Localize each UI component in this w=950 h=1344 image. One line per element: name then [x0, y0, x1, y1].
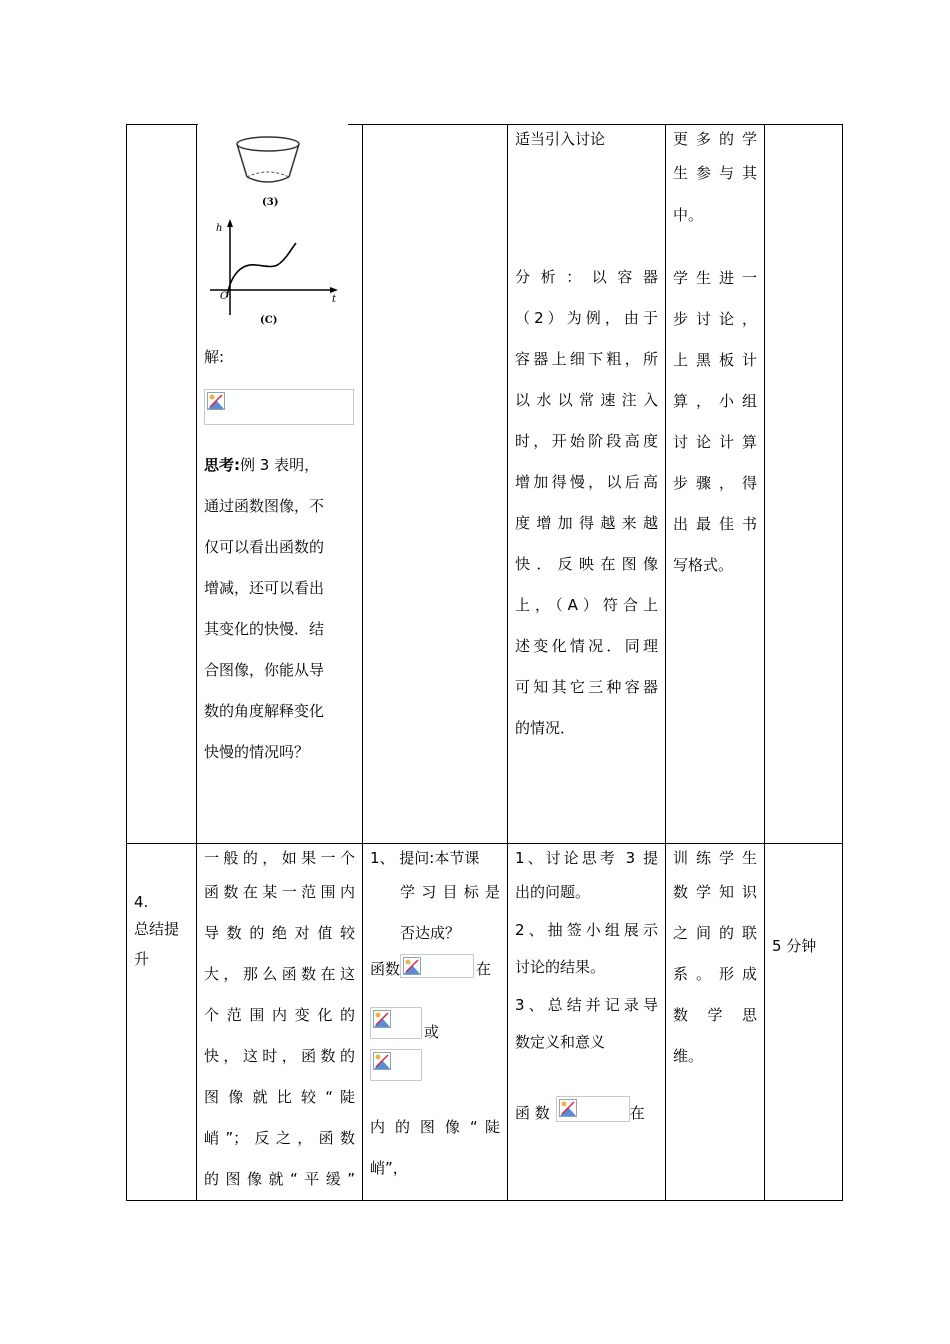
figure-c-label: (C): [260, 315, 278, 326]
think-line: 快慢的情况吗？: [204, 743, 310, 761]
analysis-line: 容器上细下粗，所: [515, 350, 658, 368]
analysis-line: 述变化情况．同理: [515, 637, 658, 655]
discussion-note: 适当引入讨论: [515, 130, 606, 148]
axis-t-label: t: [332, 294, 337, 305]
intent-line: 更 多 的 学: [673, 130, 757, 148]
teacher-activity-cell: [363, 125, 508, 844]
student-line: 1、讨论思考 3 提: [515, 849, 658, 867]
or-word: 或: [424, 1023, 440, 1041]
analysis-line: 增加得慢，以后高: [515, 473, 658, 491]
axis-h-label: h: [216, 223, 223, 234]
content-cell: [197, 844, 363, 1201]
think-line: 通过函数图像，不: [204, 497, 325, 515]
analysis-line: 时，开始阶段高度: [515, 432, 658, 450]
student-line: 2、抽签小组展示: [515, 921, 658, 939]
question-line: 否达成？: [400, 924, 461, 942]
content-line: 峭”；反之，函数: [204, 1129, 355, 1147]
think-line: 例 3 表明，: [240, 456, 320, 474]
think-line: 其变化的快慢．结: [204, 620, 325, 638]
content-line: 一般的，如果一个: [204, 849, 355, 867]
think-line: 合图像，你能从导: [204, 661, 325, 679]
analysis-line: 分 析 ： 以 容 器: [515, 268, 658, 286]
student-line: 数定义和意义: [515, 1033, 606, 1051]
lesson-plan-table: [126, 124, 843, 1201]
content-line: 图 像 就 比 较 “ 陡: [204, 1088, 355, 1106]
intent-line: 训 练 学 生: [673, 849, 757, 867]
zai-word: 在: [629, 1104, 645, 1122]
content-line: 大，那么函数在这: [204, 965, 355, 983]
zai-word: 在: [476, 960, 492, 978]
broken-image-icon: [400, 954, 474, 978]
content-line: 函数在某一范围内: [204, 883, 355, 901]
content-line: 快，这时，函数的: [204, 1047, 355, 1065]
intent-line: 学 生 进 一: [673, 269, 757, 287]
time-cell: [765, 125, 843, 844]
analysis-line: （2）为例，由于: [515, 309, 658, 327]
student-line: 出的问题。: [515, 883, 591, 901]
analysis-line: 可知其它三种容器: [515, 678, 658, 696]
broken-image-icon: [370, 1007, 422, 1039]
student-activity-cell: [508, 125, 666, 844]
stage-cell: [127, 844, 197, 1201]
analysis-line: 的情况．: [515, 719, 576, 737]
design-intent-cell: [666, 125, 765, 844]
stage-title: 升: [134, 950, 150, 968]
question-line: 学 习 目 标 是: [400, 883, 500, 901]
function-word: 函数: [370, 960, 401, 978]
intent-line: 步 骤 ， 得: [673, 474, 757, 492]
intent-line: 出 最 佳 书: [673, 515, 757, 533]
function-word: 函 数: [515, 1104, 550, 1122]
broken-image-icon: [204, 389, 354, 425]
intent-line: 维。: [673, 1047, 704, 1065]
content-line: 的图像就“平缓”: [204, 1170, 355, 1188]
height-graph-figure: [204, 215, 355, 333]
cell-top-mask: [198, 118, 348, 128]
origin-label: O: [220, 291, 229, 302]
solution-label: 解:: [204, 348, 225, 366]
student-line: 讨论的结果。: [515, 958, 606, 976]
intent-line: 讨 论 计 算: [673, 433, 757, 451]
intent-line: 写格式。: [673, 556, 734, 574]
intent-line: 数 学 知 识: [673, 883, 757, 901]
content-line: 个 范 围 内 变 化 的: [204, 1006, 355, 1024]
teacher-activity-cell: [363, 844, 508, 1201]
content-line: 导 数 的 绝 对 值 较: [204, 924, 355, 942]
stage-cell: [127, 125, 197, 844]
container-figure: [204, 125, 355, 215]
content-cell: [197, 125, 363, 844]
intent-line: 系 。 形 成: [673, 965, 757, 983]
design-intent-cell: [666, 844, 765, 1201]
question-line: 内 的 图 像 “ 陡: [370, 1117, 500, 1136]
time-cell: [765, 844, 843, 1201]
intent-line: 中。: [673, 206, 704, 224]
think-line: 仅可以看出函数的: [204, 538, 325, 556]
figure-3-label: (3): [262, 197, 279, 208]
intent-line: 之 间 的 联: [673, 924, 757, 942]
intent-line: 生 参 与 其: [673, 164, 757, 182]
analysis-line: 以水以常速注入: [515, 391, 658, 409]
question-line: 1、 提问:本节课: [370, 849, 480, 867]
analysis-line: 度增加得越来越: [515, 514, 658, 532]
analysis-line: 快．反映在图像: [515, 555, 658, 573]
think-line: 数的角度解释变化: [204, 702, 325, 720]
analysis-line: 上，（A）符合上: [515, 596, 658, 614]
stage-number: 4.: [134, 893, 149, 911]
stage-title: 总结提: [134, 920, 180, 938]
think-line: 增减，还可以看出: [204, 579, 325, 597]
broken-image-icon: [556, 1096, 630, 1122]
broken-image-icon: [370, 1049, 422, 1081]
table-row: [127, 125, 843, 844]
table-row: [127, 844, 843, 1201]
student-activity-cell: [508, 844, 666, 1201]
question-line: 峭”，: [370, 1158, 408, 1177]
intent-line: 上 黑 板 计: [673, 351, 757, 369]
intent-line: 步 讨 论 ，: [673, 310, 757, 328]
think-label: 思考:: [204, 456, 240, 474]
intent-line: 算 ， 小 组: [673, 392, 757, 410]
student-line: 3、总结并记录导: [515, 996, 658, 1014]
duration: 5 分钟: [772, 937, 817, 955]
intent-line: 数 学 思: [673, 1006, 757, 1024]
